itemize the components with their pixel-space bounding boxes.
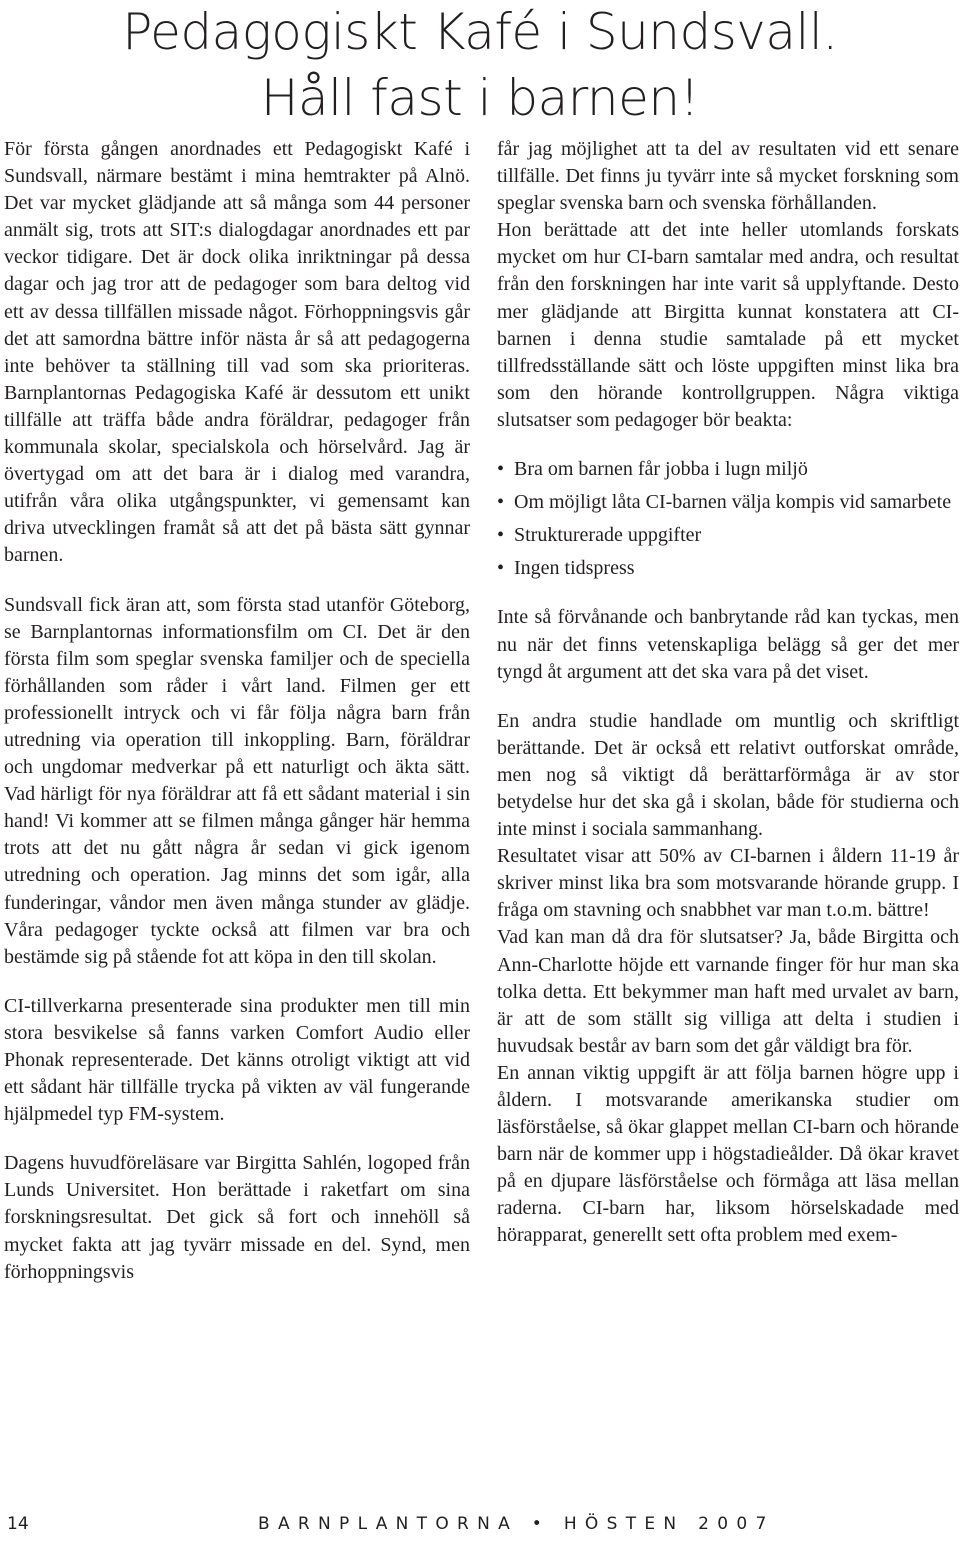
- paragraph: Sundsvall fick äran att, som första stad utanför Göteborg, se Barnplantornas informationsfilm om CI. Det är den första film som speglar svenska familjer och de speciella förhållanden som råder i vårt land. Filmen ger ett professionellt intryck och vi får följa några barn från utredning via operation till inkoppling. Barn, föräldrar och ungdomar medverkar på ett naturligt och äkta sätt. Vad härligt för nya föräldrar att få ett sådant material i sin hand! Vi kommer att se filmen många gånger här hemma trots att det nu gått några år sedan vi gick igenom utredning och operation. Jag minns det som igår, alla funderingar, våndor men även många stunder av glädje. Våra pedagoger tyckte också att filmen var bra och bestämde sig på stående fot att köpa in den till skolan.: [4, 593, 470, 968]
- article-title-line-2: Håll fast i barnen!: [260, 69, 700, 127]
- bullet-icon: •: [497, 524, 505, 547]
- list-item-text: Ingen tidspress: [514, 557, 635, 580]
- bullet-icon: •: [497, 458, 505, 481]
- page-footer: [0, 1508, 960, 1540]
- bullet-icon: •: [497, 557, 505, 580]
- conclusions-list: [497, 456, 959, 582]
- paragraph: Resultatet visar att 50% av CI-barnen i åldern 11-19 år skriver minst lika bra som motsvarande hörande grupp. I fråga om stavning och snabbhet var man t.o.m. bättre!: [497, 845, 959, 922]
- article-title-line-1: Pedagogiskt Kafé i Sundsvall.: [122, 3, 838, 61]
- page-number: 14: [7, 1514, 29, 1534]
- paragraph: För första gången anordnades ett Pedagogiskt Kafé i Sundsvall, närmare bestämt i mina hemtrakter på Alnö. Det var mycket glädjande att så många som 44 personer anmält sig, trots att SIT:s dialogdagar anordnades ett par veckor tidigare. Det är dock olika inriktningar på dessa dagar och jag tror att de pedagoger som bara deltog vid ett av dessa tillfällen missade något. Förhoppningsvis går det att samordna bättre inför nästa år så att pedagogerna inte behöver ta ställning till vad som ska prioriteras. Barnplantornas Pedagogiska Kafé är dessutom ett unikt tillfälle att träffa både andra föräldrar, pedagoger från kommunala skolar, specialskola och hörselvård. Jag är övertygad om att det bara är i dialog med varandra, utifrån våra olika utgångspunkter, vi gemensamt kan driva utvecklingen framåt så att det på bästa sätt gynnar barnen.: [4, 138, 470, 567]
- list-item: [497, 555, 959, 582]
- list-item-text: Om möjligt låta CI-barnen välja kompis vid samarbete: [514, 491, 952, 514]
- list-item-text: Strukturerade uppgifter: [514, 524, 702, 547]
- left-column: [4, 136, 470, 1286]
- magazine-masthead: BARNPLANTORNA • HÖSTEN 2007: [258, 1514, 775, 1534]
- paragraph: En andra studie handlade om muntlig och skriftligt berättande. Det är också ett relativt outforskat område, men nog så viktigt då berättarförmåga är av stor betydelse hur det ska gå i skolan, både för studierna och inte minst i sociala sammanhang.: [497, 709, 959, 841]
- right-column: [497, 136, 959, 1250]
- paragraph: CI-tillverkarna presenterade sina produkter men till min stora besvikelse så fanns varken Comfort Audio eller Phonak representerade. Det känns otroligt viktigt att vid ett sådant här tillfälle trycka på vikten av väl fungerande hjälpmedel typ FM-system.: [4, 994, 470, 1126]
- list-item: [497, 489, 959, 516]
- paragraph: En annan viktig uppgift är att följa barnen högre upp i åldern. I motsvarande amerikanska studier om läsförståelse, så ökar glappet mellan CI-barn och hörande barn när de kommer upp i högstadieålder. Då ökar kravet på en djupare läsförståelse och förmåga att läsa mellan raderna. CI-barn har, liksom hörselskadade med hörapparat, generellt sett ofta problem med exem-: [497, 1061, 959, 1247]
- paragraph: Inte så förvånande och banbrytande råd kan tyckas, men nu när det finns vetenskapliga belägg så ger det mer tyngd åt argument att det ska vara på det viset.: [497, 606, 959, 683]
- list-item: [497, 522, 959, 549]
- paragraph: får jag möjlighet att ta del av resultaten vid ett senare tillfälle. Det finns ju tyvärr inte så mycket forskning som speglar svenska barn och svenska förhållanden.: [497, 138, 959, 215]
- paragraph: Hon berättade att det inte heller utomlands forskats mycket om hur CI-barn samtalar med andra, och resultat från den forskningen har inte varit så upplyftande. Desto mer glädjande att Birgitta kunnat konstatera att CI-barnen i denna studie samtalade på ett mycket tillfredsställande sätt och löste uppgiften minst lika bra som den hörande kontrollgruppen. Några viktiga slutsatser som pedagoger bör beakta:: [497, 219, 959, 431]
- bullet-icon: •: [497, 491, 505, 514]
- paragraph: Vad kan man då dra för slutsatser? Ja, både Birgitta och Ann-Charlotte höjde ett varnande finger för hur man ska tolka detta. Ett bekymmer man haft med urvalet av barn, är att de som ställt sig villiga att delta i studien i huvudsak består av barn som det går väldigt bra för.: [497, 926, 959, 1057]
- paragraph: Dagens huvudföreläsare var Birgitta Sahlén, logoped från Lunds Universitet. Hon berättade i raketfart om sina forskningsresultat. Det gick så fort och innehöll så mycket fakta att jag tyvärr missade en del. Synd, men förhoppningsvis: [4, 1152, 470, 1283]
- list-item-text: Bra om barnen får jobba i lugn miljö: [514, 458, 808, 481]
- list-item: [497, 456, 959, 483]
